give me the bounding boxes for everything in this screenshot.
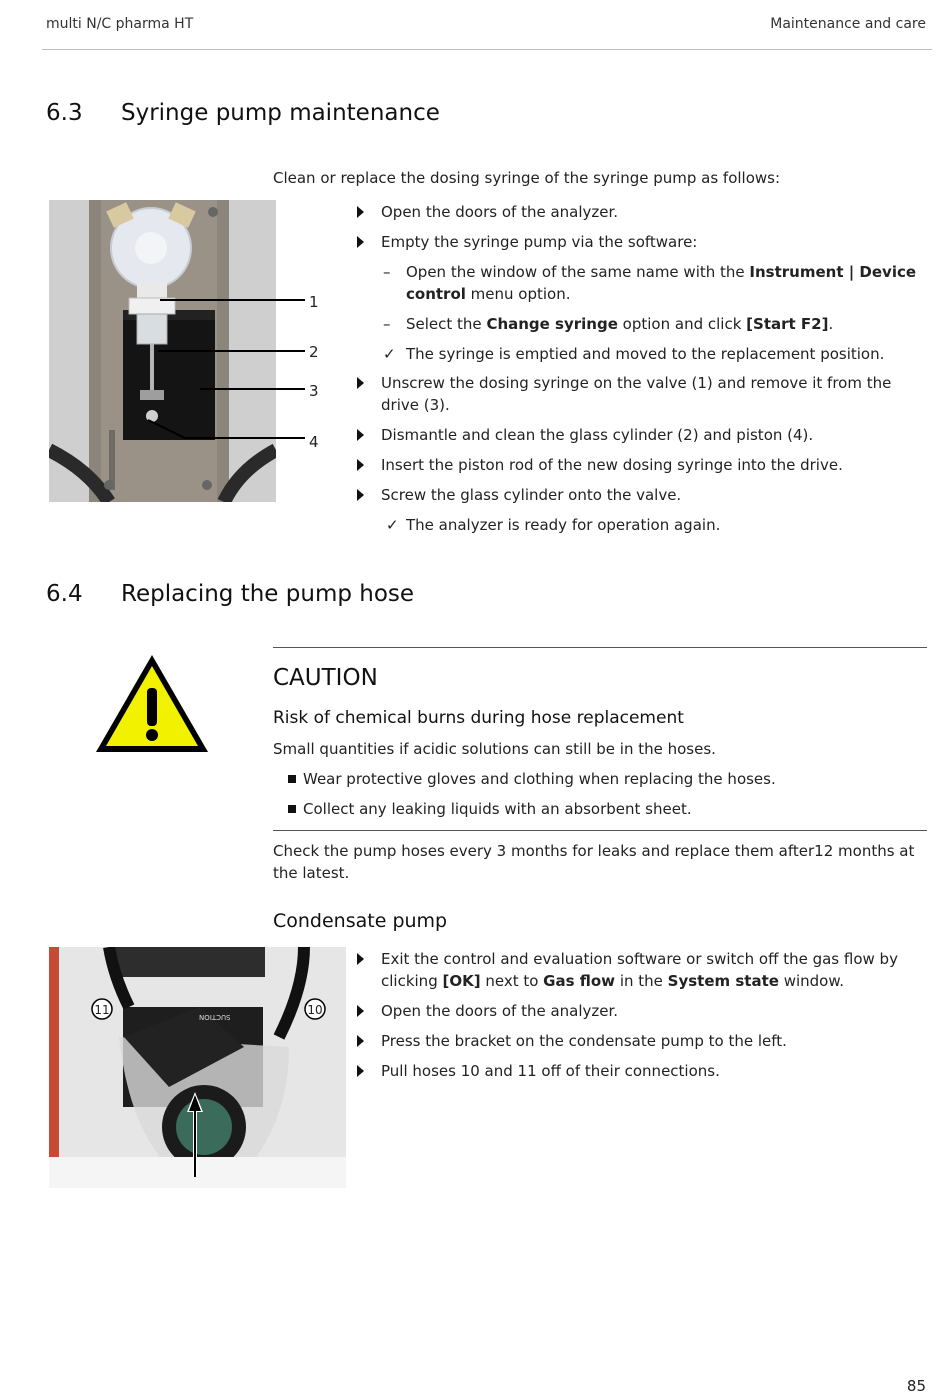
checkmark-icon: ✓ [386, 516, 399, 534]
step-item: Insert the piston rod of the new dosing syringe into the drive. [357, 454, 927, 476]
step-item: Empty the syringe pump via the software: [357, 231, 927, 253]
hose-label-10: 10 [307, 1003, 323, 1017]
warning-icon [93, 652, 211, 760]
step-item: Pull hoses 10 and 11 off of their connections. [357, 1060, 927, 1082]
square-bullet-icon [288, 775, 296, 783]
header-left: multi N/C pharma HT [46, 16, 194, 32]
section-number-6-3: 6.3 [46, 100, 83, 126]
caution-text: Small quantities if acidic solutions can still be in the hoses. [273, 740, 716, 758]
callout-2: 2 [309, 343, 319, 361]
callout-lines [100, 290, 310, 450]
step-item: Open the doors of the analyzer. [357, 1000, 927, 1022]
triangle-bullet-icon [357, 1035, 364, 1047]
page-number: 85 [906, 1377, 926, 1395]
callout-1: 1 [309, 293, 319, 311]
header-rule [42, 49, 932, 50]
triangle-bullet-icon [357, 953, 364, 965]
triangle-bullet-icon [357, 429, 364, 441]
pump-suction-label: SUCTION [199, 1013, 231, 1021]
triangle-bullet-icon [357, 377, 364, 389]
syringe-intro: Clean or replace the dosing syringe of the syringe pump as follows: [273, 169, 781, 187]
substep-item: – Open the window of the same name with the Instrument | Device control menu option. [383, 263, 917, 303]
step-item: Unscrew the dosing syringe on the valve (1) and remove it from the drive (3). [357, 372, 927, 416]
caution-subheading: Risk of chemical burns during hose replacement [273, 708, 684, 728]
caution-bottom-rule [273, 830, 927, 831]
caution-bullet: Wear protective gloves and clothing when replacing the hoses. [303, 770, 776, 788]
step-item: Open the doors of the analyzer. [357, 201, 927, 223]
caution-top-rule [273, 647, 927, 648]
triangle-bullet-icon [357, 236, 364, 248]
triangle-bullet-icon [357, 1005, 364, 1017]
section-title-6-3: Syringe pump maintenance [121, 100, 440, 126]
substep-item: – Select the Change syringe option and click [Start F2]. [383, 315, 834, 333]
caution-heading: CAUTION [273, 665, 378, 691]
hose-label-11: 11 [94, 1003, 110, 1017]
step-item: Dismantle and clean the glass cylinder (2) and piston (4). [357, 424, 927, 446]
step-item: Exit the control and evaluation software or switch off the gas flow by clicking [OK] next to Gas flow in the System state window. [357, 948, 927, 992]
triangle-bullet-icon [357, 1065, 364, 1077]
checkmark-icon: ✓ [383, 345, 396, 363]
callout-3: 3 [309, 382, 319, 400]
caution-bullet: Collect any leaking liquids with an absorbent sheet. [303, 800, 692, 818]
result-item: ✓ The analyzer is ready for operation again. [386, 516, 721, 534]
step-item: Screw the glass cylinder onto the valve. [357, 484, 927, 506]
step-item: Press the bracket on the condensate pump to the left. [357, 1030, 927, 1052]
section-title-6-4: Replacing the pump hose [121, 581, 415, 607]
triangle-bullet-icon [357, 459, 364, 471]
triangle-bullet-icon [357, 206, 364, 218]
triangle-bullet-icon [357, 489, 364, 501]
callout-4: 4 [309, 433, 319, 451]
condensate-pump-photo [49, 947, 346, 1188]
header-right: Maintenance and care [770, 16, 926, 32]
check-paragraph: Check the pump hoses every 3 months for leaks and replace them after12 months at the latest. [273, 842, 915, 882]
section-number-6-4: 6.4 [46, 581, 83, 607]
condensate-heading: Condensate pump [273, 910, 448, 932]
square-bullet-icon [288, 805, 296, 813]
result-item: ✓ The syringe is emptied and moved to the replacement position. [383, 345, 885, 363]
